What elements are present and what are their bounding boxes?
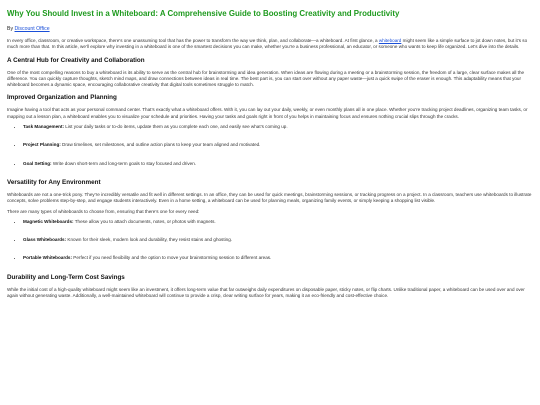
section-body-collaboration: One of the most compelling reasons to buy a whiteboard is its ability to serve as the central hub for brainstorming and idea generation. When ideas are flowing during a meeting or a brainstorming session, the freedom of a large, clear surface makes all the difference. You can quickly capture thoughts, sketch mind maps, and draw connections between ideas in real time. The best part is, you can start over without any paper waste—just a quick swipe of the eraser is enough. This adaptability means that your whiteboard becomes a dynamic space, encouraging collaborative creativity that digital tools sometimes struggle to match. — [7, 69, 525, 88]
list-item-label: Glass Whiteboards: — [23, 237, 67, 243]
list-item-label: Project Planning: — [23, 142, 61, 148]
intro-text-b: might seem like a simple surface to jot down notes, but it’s so much more than that. In this article, we’ll explore why investing in a whiteboard is one of the smartest decisions you can make, whether you’re a business professional, an educator, or someone who wants to keep life organized. Let’s dive into the details. — [7, 38, 528, 50]
section-heading-durability: Durability and Long-Term Cost Savings — [7, 273, 125, 281]
section-heading-versatility: Versatility for Any Environment — [7, 178, 101, 186]
section-heading-collaboration: A Central Hub for Creativity and Collaboration — [7, 56, 145, 64]
byline-prefix: By — [7, 26, 15, 32]
intro-paragraph — [7, 38, 533, 51]
list-item-label: Task Management: — [23, 124, 65, 130]
list-item — [23, 124, 533, 130]
byline — [7, 26, 533, 33]
list-item-text: Draw timelines, set milestones, and outline action plans to keep your team aligned and motivated. — [60, 142, 261, 148]
list-item-label: Portable Whiteboards: — [23, 255, 73, 261]
list-item-text: Known for their sleek, modern look and durability, they resist stains and ghosting. — [66, 237, 233, 243]
whiteboard-link[interactable]: whiteboard — [378, 38, 402, 43]
organization-list — [7, 124, 533, 167]
list-item-text: Write down short-term and long-term goals to stay focused and driven. — [51, 160, 197, 166]
list-item-label: Magnetic Whiteboards: — [23, 218, 74, 224]
list-item-text: List your daily tasks or to-do items, update them as you complete each one, and easily see what’s coming up. — [64, 124, 288, 130]
list-item-text: Perfect if you need flexibility and the option to move your brainstorming session to different areas. — [72, 255, 272, 261]
author-link[interactable]: Discount Office — [14, 26, 50, 32]
section-body-organization: Imagine having a tool that acts as your personal command center. That’s exactly what a whiteboard offers. With it, you can lay out your daily, weekly, or even monthly plans all in one place. Whether you’re tracking project deadlines, organizing team tasks, or mapping out a lesson plan, a whiteboard enables you to visualize your schedule and priorities. Having your tasks and goals right in front of you helps in maintaining focus and ensures nothing crucial slips through the cracks. — [7, 107, 528, 119]
list-item — [23, 255, 533, 261]
section-body-versatility-types: There are many types of whiteboards to choose from, ensuring that there’s one for every need: — [7, 208, 200, 214]
list-item — [23, 161, 533, 167]
list-item — [23, 219, 533, 225]
section-heading-organization: Improved Organization and Planning — [7, 94, 117, 102]
list-item — [23, 142, 533, 148]
list-item-text: These allow you to attach documents, notes, or photos with magnets. — [73, 218, 216, 224]
intro-text-a: In every office, classroom, or creative workspace, there’s one unassuming tool that has the power to transform the way we think, plan, and collaborate—a whiteboard. At first glance, a — [7, 38, 379, 43]
section-body-versatility: Whiteboards are not a one-trick pony. They’re incredibly versatile and fit well in different settings. In an office, they can be used for quick meetings, brainstorming sessions, or tracking progress on a project. In a classroom, teachers use whiteboards to illustrate concepts, solve problems step-by-step, and engage students interactively. Even in a home setting, a whiteboard can be used for planning meals, organizing family events, or simply keeping a shopping list visible. — [7, 191, 532, 204]
section-body-durability: While the initial cost of a high-quality whiteboard might seem like an investment, it offers long-term value that far outweighs daily expenditures on disposable paper, sticky notes, or flip charts. Unlike traditional paper, a whiteboard can be used over and over again without generating waste. Additionally, a well-maintained whiteboard will continue to provide a crisp, clear writing surface for years, making it an eco-friendly and cost-effective choice. — [7, 286, 525, 299]
list-item-label: Goal Setting: — [23, 160, 52, 166]
list-item — [23, 237, 533, 243]
article-title: Why You Should Invest in a Whiteboard: A Comprehensive Guide to Boosting Creativity and Productivity — [7, 9, 400, 18]
whiteboard-types-list — [7, 219, 533, 262]
